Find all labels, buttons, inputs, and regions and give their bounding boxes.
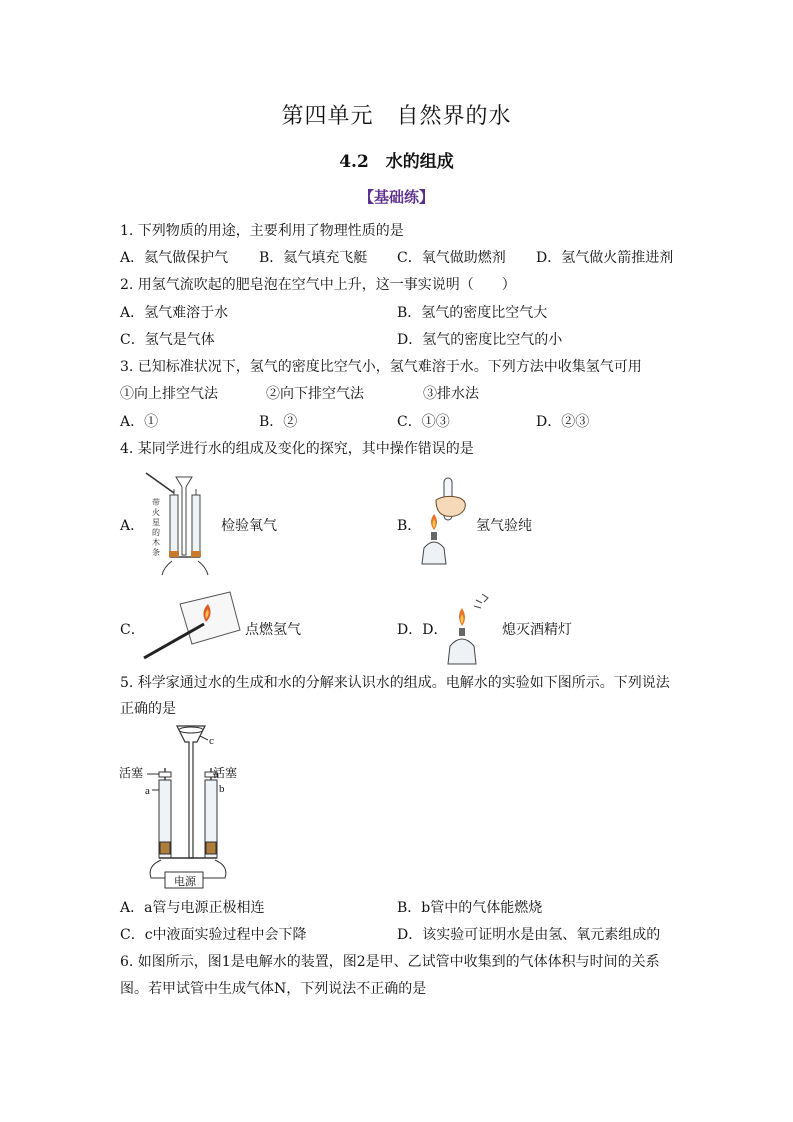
q4-option-c-letter: C．	[120, 622, 145, 638]
q1-option-b: B．氦气填充飞艇	[259, 250, 368, 266]
q3-option-c: C．①③	[397, 414, 450, 430]
q1-option-a: A．氦气做保护气	[120, 250, 229, 266]
q4-option-d-label: 熄灭酒精灯	[502, 622, 572, 638]
q4-option-d-letter: D．D．	[397, 622, 448, 638]
hofmann-voltameter-splint-figure	[140, 465, 220, 580]
q2-option-c: C．氢气是气体	[120, 332, 215, 348]
q3-option-a: A．①	[120, 414, 159, 430]
q5-option-d: D．该实验可证明水是由氢、氧元素组成的	[397, 927, 661, 943]
section-heading: 【基础练】	[358, 188, 434, 206]
splint-label-char: 木	[152, 538, 160, 547]
splint-label-char: 火	[152, 508, 160, 517]
q5-option-c: C．c中液面实验过程中会下降	[120, 927, 307, 943]
q6-stem-line-1: 6. 如图所示，图1是电解水的装置，图2是甲、乙试管中收集到的气体体积与时间的关系	[120, 954, 660, 970]
label-valve-left: 活塞	[119, 766, 144, 780]
q2-option-d: D．氢气的密度比空气的小	[397, 332, 563, 348]
q5-option-a: A．a管与电源正极相连	[120, 900, 265, 916]
electrolysis-apparatus-figure	[117, 724, 242, 889]
label-a: a	[145, 785, 150, 797]
lit-splint-flask-figure	[140, 588, 245, 663]
label-b: b	[219, 783, 225, 795]
q4-option-b-letter: B．	[397, 518, 422, 534]
q4-option-c-label: 点燃氢气	[245, 622, 301, 638]
q3-stem: 3. 已知标准状况下，氢气的密度比空气小，氢气难溶于水。下列方法中收集氢气可用	[120, 359, 642, 375]
q2-option-a: A．氢气难溶于水	[120, 305, 229, 321]
lesson-title: 4.2 水的组成	[339, 152, 454, 172]
splint-label-char: 星	[152, 518, 160, 527]
q3-option-b: B．②	[259, 414, 298, 430]
q1-option-d: D．氢气做火箭推进剂	[536, 250, 674, 266]
q3-method-1: ①向上排空气法	[120, 386, 218, 402]
q6-stem-line-2: 图。若甲试管中生成气体N，下列说法不正确的是	[120, 981, 427, 997]
q3-method-3: ③排水法	[423, 386, 479, 402]
q1-stem: 1. 下列物质的用途，主要利用了物理性质的是	[120, 223, 404, 239]
q5-stem-line-2: 正确的是	[120, 701, 176, 717]
label-valve-right: 活塞	[213, 766, 238, 780]
q5-stem-line-1: 5. 科学家通过水的生成和水的分解来认识水的组成。电解水的实验如下图所示。下列说法	[120, 675, 670, 691]
q3-method-2: ②向下排空气法	[266, 386, 364, 402]
q3-option-d: D．②③	[536, 414, 590, 430]
label-c: c	[209, 735, 214, 747]
splint-label-char: 的	[152, 528, 160, 537]
q4-option-a-label: 检验氧气	[221, 518, 277, 534]
q5-option-b: B．b管中的气体能燃烧	[397, 900, 543, 916]
q4-option-b-label: 氢气验纯	[476, 518, 532, 534]
q4-stem: 4. 某同学进行水的组成及变化的探究，其中操作错误的是	[120, 441, 474, 457]
q2-option-b: B．氢气的密度比空气大	[397, 305, 548, 321]
splint-label-char: 带	[152, 498, 160, 507]
hand-test-tube-lamp-figure	[414, 476, 476, 572]
q4-option-a-letter: A．	[120, 518, 145, 534]
q1-option-c: C．氧气做助燃剂	[397, 250, 506, 266]
q2-stem: 2. 用氢气流吹起的肥皂泡在空气中上升，这一事实说明（ ）	[120, 277, 516, 293]
unit-title: 第四单元 自然界的水	[281, 104, 512, 129]
extinguish-lamp-figure	[444, 588, 504, 668]
splint-label-char: 条	[152, 548, 160, 557]
label-power: 电源	[174, 876, 196, 888]
